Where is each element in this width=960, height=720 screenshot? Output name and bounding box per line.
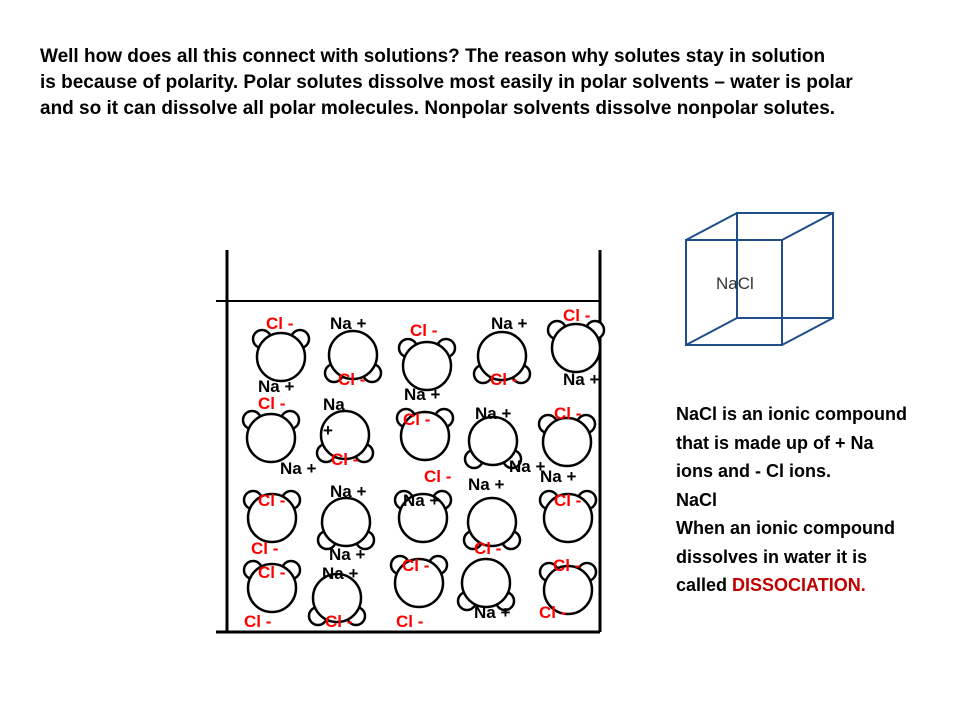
description-line: ions and - Cl ions. [676, 461, 832, 481]
sodium-ion-label: Na + [475, 404, 512, 423]
chloride-ion-label: Cl - [251, 539, 279, 558]
sodium-ion-label: Na + [468, 475, 505, 494]
sodium-ion-label: Na + [258, 377, 295, 396]
intro-line: Well how does all this connect with solutions? The reason why solutes stay in solution [40, 46, 826, 67]
cube-back-face [737, 213, 833, 318]
intro-line: and so it can dissolve all polar molecules. Nonpolar solvents dissolve nonpolar solutes. [40, 98, 836, 119]
chloride-ion-label: Cl - [424, 467, 452, 486]
sodium-ion-label: Na + [404, 385, 441, 404]
chloride-ion-label: Cl - [410, 321, 438, 340]
sodium-ion-label: Na + [330, 482, 367, 501]
chloride-ion-label: Cl - [403, 410, 431, 429]
oxygen-atom [552, 324, 600, 372]
oxygen-atom [257, 333, 305, 381]
chloride-ion-label: Cl - [553, 556, 581, 575]
chloride-ion-label: Cl - [325, 612, 353, 631]
chloride-ion-label: Cl - [244, 612, 272, 631]
cube-edge [782, 213, 833, 240]
chloride-ion-label: Cl - [266, 314, 294, 333]
water-molecule [318, 498, 374, 549]
sodium-ion-label: Na + [280, 459, 317, 478]
description-line: that is made up of + Na [676, 432, 874, 453]
description-line [676, 571, 951, 600]
description-prefix: called [676, 575, 733, 595]
sodium-ion-label: Na + [329, 545, 366, 564]
cube-edge [686, 318, 737, 345]
chloride-ion-label: Cl - [554, 404, 582, 423]
water-molecule [243, 411, 299, 462]
dissociation-description [676, 400, 951, 600]
chloride-ion-label: Cl - [402, 556, 430, 575]
water-molecule [253, 330, 309, 381]
chloride-ion-label: Cl - [554, 491, 582, 510]
chloride-ion-label: Cl - [338, 370, 366, 389]
sodium-ion-label: Na + [322, 564, 359, 583]
sodium-ion-label: Na + [509, 457, 546, 476]
chloride-ion-label: Cl - [490, 370, 518, 389]
cube-edge [686, 213, 737, 240]
dissociation-term: DISSOCIATION. [732, 575, 866, 595]
description-line: dissolves in water it is [676, 546, 868, 567]
cube-label: NaCl [716, 274, 754, 293]
oxygen-atom [462, 559, 510, 607]
sodium-ion-label: + [323, 421, 333, 440]
chloride-ion-label: Cl - [258, 394, 286, 413]
chloride-ion-label: Cl - [539, 603, 567, 622]
sodium-ion-label: Na + [491, 314, 528, 333]
oxygen-atom [543, 418, 591, 466]
description-line: NaCl is an ionic compound [676, 404, 908, 424]
nacl-cube [686, 213, 833, 345]
chloride-ion-label: Cl - [396, 612, 424, 631]
oxygen-atom [403, 342, 451, 390]
chloride-ion-label: Cl - [331, 450, 359, 469]
sodium-ion-label: Na [323, 395, 345, 414]
oxygen-atom [322, 498, 370, 546]
sodium-ion-label: Na + [330, 314, 367, 333]
chloride-ion-label: Cl - [563, 306, 591, 325]
sodium-ion-label: Na + [403, 491, 440, 510]
sodium-ion-label: Na + [474, 603, 511, 622]
description-line: NaCl [676, 489, 718, 510]
cube-edge [782, 318, 833, 345]
intro-line: is because of polarity. Polar solutes dissolve most easily in polar solvents – water is polar [40, 72, 853, 93]
sodium-ion-label: Na + [540, 467, 577, 486]
description-line: When an ionic compound [676, 518, 895, 538]
water-molecule [399, 339, 455, 390]
chloride-ion-label: Cl - [474, 539, 502, 558]
chloride-ion-label: Cl - [258, 491, 286, 510]
water-molecule [548, 321, 604, 372]
oxygen-atom [247, 414, 295, 462]
sodium-ion-label: Na + [563, 370, 600, 389]
chloride-ion-label: Cl - [258, 563, 286, 582]
